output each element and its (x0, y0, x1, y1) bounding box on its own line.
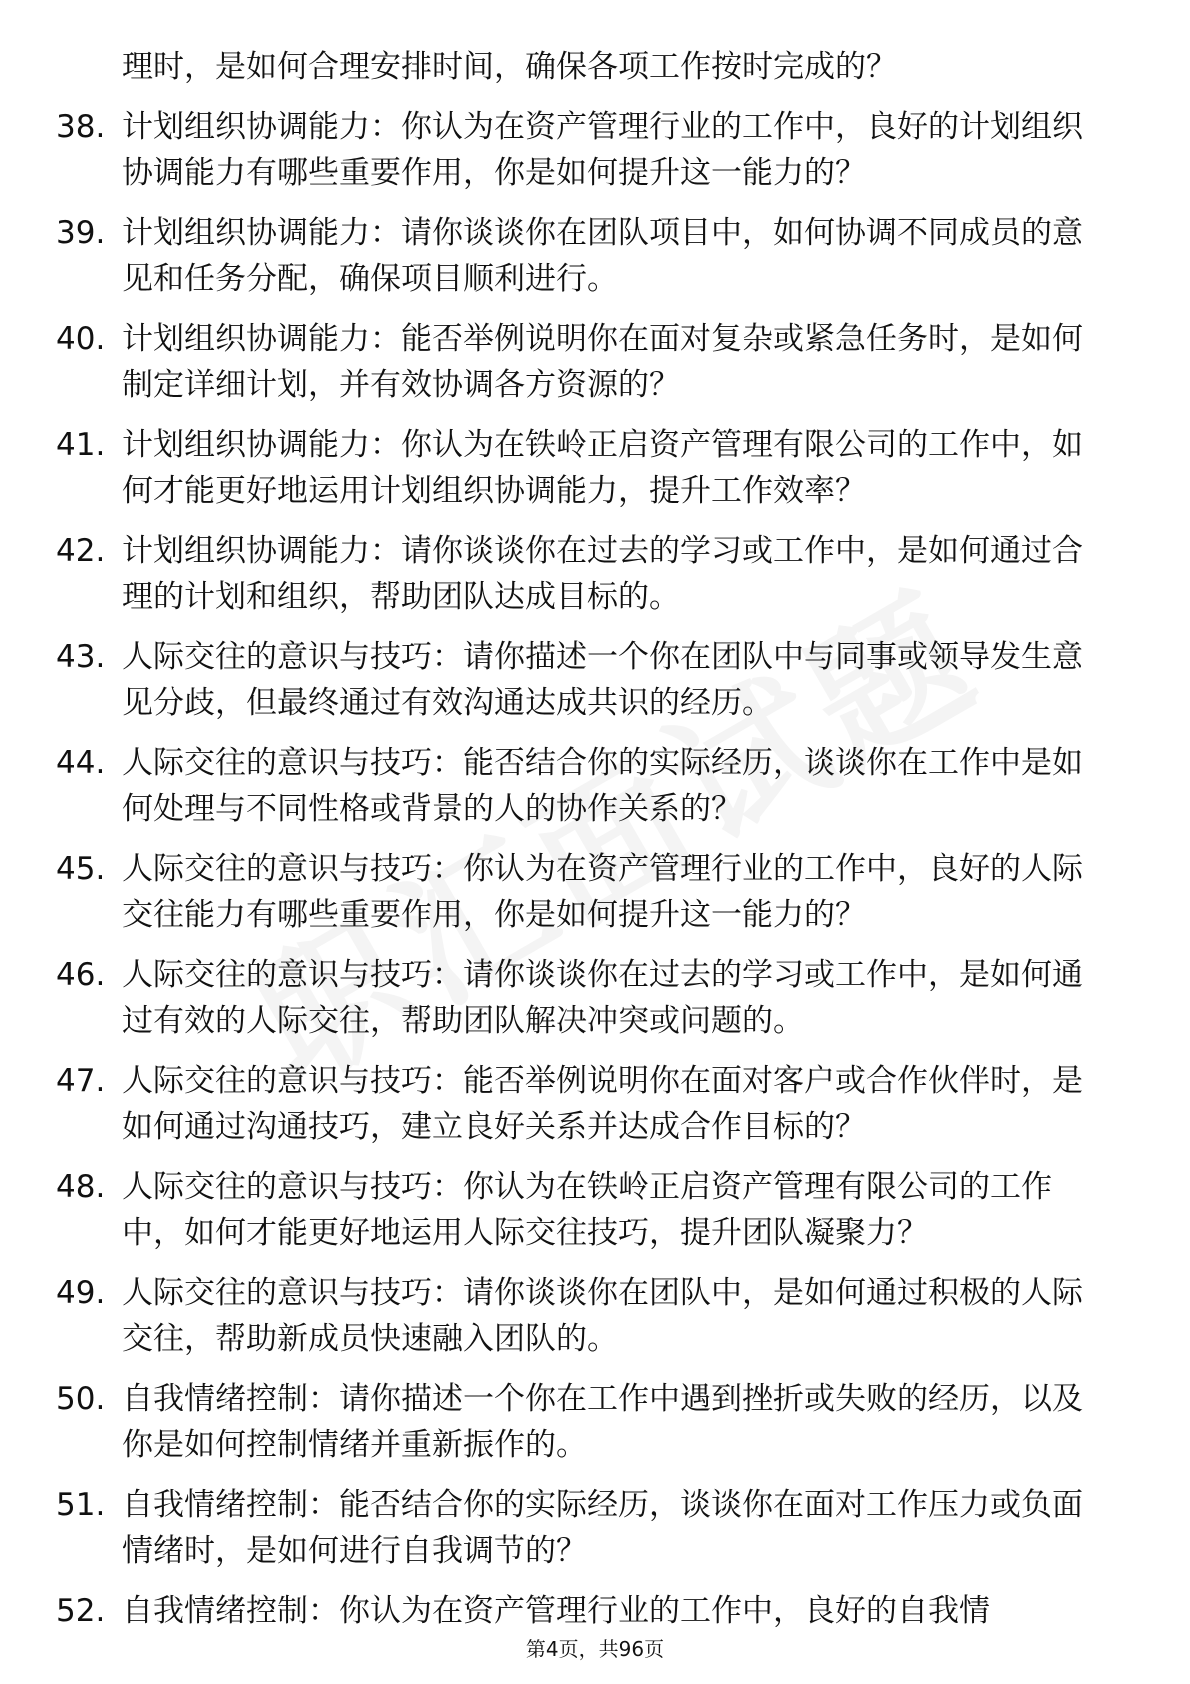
question-text: 计划组织协调能力：请你谈谈你在过去的学习或工作中，是如何通过合理的计划和组织，帮助团队达成目标的。 (122, 533, 1083, 615)
question-text: 人际交往的意识与技巧：请你谈谈你在团队中，是如何通过积极的人际交往，帮助新成员快速融入团队的。 (122, 1275, 1083, 1357)
question-text: 计划组织协调能力：你认为在铁岭正启资产管理有限公司的工作中，如何才能更好地运用计划组织协调能力，提升工作效率？ (122, 427, 1083, 509)
question-text: 计划组织协调能力：请你谈谈你在团队项目中，如何协调不同成员的意见和任务分配，确保项目顺利进行。 (122, 215, 1083, 297)
question-number: 39. (56, 215, 106, 251)
question-text: 人际交往的意识与技巧：能否结合你的实际经历，谈谈你在工作中是如何处理与不同性格或背景的人的协作关系的？ (122, 745, 1083, 827)
question-item (56, 422, 1106, 514)
question-number: 38. (56, 109, 106, 145)
question-text: 人际交往的意识与技巧：请你描述一个你在团队中与同事或领导发生意见分歧，但最终通过有效沟通达成共识的经历。 (122, 639, 1083, 721)
question-item (56, 1270, 1106, 1362)
question-text: 人际交往的意识与技巧：请你谈谈你在过去的学习或工作中，是如何通过有效的人际交往，帮助团队解决冲突或问题的。 (122, 957, 1083, 1039)
question-number: 48. (56, 1169, 106, 1205)
question-item (56, 634, 1106, 726)
question-item (56, 528, 1106, 620)
page-number-footer: 第4页，共96页 (525, 1637, 665, 1661)
question-list (56, 44, 1106, 1634)
question-item (56, 1482, 1106, 1574)
question-item (56, 1058, 1106, 1150)
question-number: 44. (56, 745, 106, 781)
question-item (56, 210, 1106, 302)
question-number: 51. (56, 1487, 106, 1523)
question-number: 42. (56, 533, 106, 569)
question-item (56, 952, 1106, 1044)
question-number: 45. (56, 851, 106, 887)
question-text: 自我情绪控制：能否结合你的实际经历，谈谈你在面对工作压力或负面情绪时，是如何进行自我调节的？ (122, 1487, 1083, 1569)
question-item (56, 1164, 1106, 1256)
question-number: 50. (56, 1381, 106, 1417)
question-number: 41. (56, 427, 106, 463)
question-number: 43. (56, 639, 106, 675)
question-number: 52. (56, 1593, 106, 1629)
question-text: 自我情绪控制：你认为在资产管理行业的工作中，良好的自我情 (122, 1593, 990, 1629)
question-text: 自我情绪控制：请你描述一个你在工作中遇到挫折或失败的经历，以及你是如何控制情绪并重新振作的。 (122, 1381, 1083, 1463)
question-number: 47. (56, 1063, 106, 1099)
question-item (56, 1376, 1106, 1468)
question-text: 人际交往的意识与技巧：能否举例说明你在面对客户或合作伙伴时，是如何通过沟通技巧，建立良好关系并达成合作目标的？ (122, 1063, 1083, 1145)
question-text: 人际交往的意识与技巧：你认为在铁岭正启资产管理有限公司的工作中，如何才能更好地运用人际交往技巧，提升团队凝聚力？ (122, 1169, 1052, 1251)
question-text: 计划组织协调能力：你认为在资产管理行业的工作中，良好的计划组织协调能力有哪些重要作用，你是如何提升这一能力的？ (122, 109, 1083, 191)
question-item (56, 846, 1106, 938)
question-item (56, 316, 1106, 408)
question-number: 46. (56, 957, 106, 993)
question-item (56, 740, 1106, 832)
question-text: 计划组织协调能力：能否举例说明你在面对复杂或紧急任务时，是如何制定详细计划，并有效协调各方资源的？ (122, 321, 1083, 403)
question-number: 49. (56, 1275, 106, 1311)
question-number: 40. (56, 321, 106, 357)
question-item (56, 1588, 1106, 1634)
continued-text: 理时，是如何合理安排时间，确保各项工作按时完成的？ (122, 49, 897, 85)
question-text: 人际交往的意识与技巧：你认为在资产管理行业的工作中，良好的人际交往能力有哪些重要作用，你是如何提升这一能力的？ (122, 851, 1083, 933)
question-item (56, 104, 1106, 196)
